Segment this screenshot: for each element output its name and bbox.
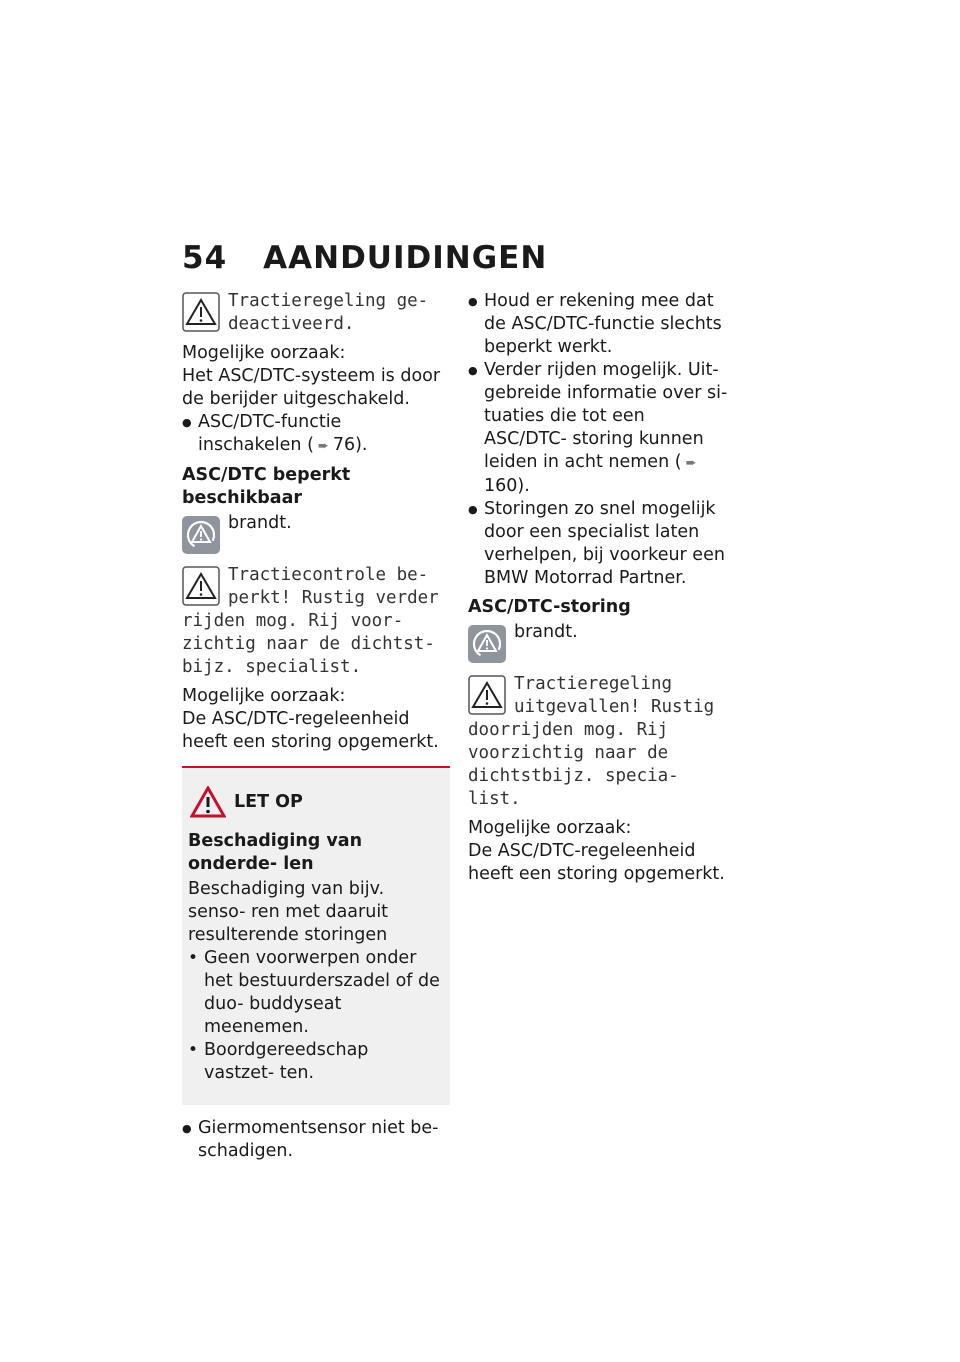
list-item: • Boordgereedschap vastzet- ten. — [188, 1039, 444, 1085]
page-reference-arrow-icon: ➨ — [317, 439, 329, 454]
bullet-text: Verder rijden mogelijk. Uit- gebreide informatie over si- tuaties die tot een ASC/DTC- storing kunnen leiden in acht nemen ( — [484, 360, 728, 472]
bullet-end: ). — [517, 476, 530, 496]
display-message-deactivated — [182, 290, 450, 336]
asc-lamp-row — [468, 621, 733, 665]
list-item: ● Houd er rekening mee dat de ASC/DTC-functie slechts beperkt werkt. — [468, 290, 733, 359]
caution-label: LET OP — [234, 792, 303, 812]
message-text: Tractieregeling ge- deactiveerd. — [228, 291, 429, 334]
warning-triangle-icon — [468, 675, 506, 715]
message-text: Tractieregeling uitgevallen! Rustig doorrijden mog. Rij voorzichtig naar de dichtstbijz. specia- list. — [468, 674, 715, 809]
cause-label: Mogelijke oorzaak: — [182, 686, 346, 706]
list-item — [468, 359, 733, 498]
section-heading: ASC/DTC-storing — [468, 597, 631, 617]
caution-triangle-icon — [190, 786, 226, 818]
page-reference[interactable]: 76 — [332, 435, 356, 455]
asc-lamp-row — [182, 512, 450, 556]
action-list — [182, 1117, 450, 1163]
list-item: ● Giermomentsensor niet be- schadigen. — [182, 1117, 450, 1163]
cause-text: Het ASC/DTC-systeem is door de berijder uitgeschakeld. — [182, 366, 441, 409]
cause-text: De ASC/DTC-regeleenheid heeft een storing opgemerkt. — [182, 709, 439, 752]
cause-label: Mogelijke oorzaak: — [182, 343, 346, 363]
lamp-status: brandt. — [514, 622, 578, 642]
asc-warning-lamp-icon — [468, 625, 506, 663]
warning-triangle-icon — [182, 292, 220, 332]
list-item: • Geen voorwerpen onder het bestuurderszadel of de duo- buddyseat meenemen. — [188, 947, 444, 1039]
left-column — [182, 290, 450, 1169]
section-heading: ASC/DTC beperkt beschikbaar — [182, 465, 351, 508]
cause-text: De ASC/DTC-regeleenheid heeft een storing opgemerkt. — [468, 841, 725, 884]
message-text: Tractiecontrole be- perkt! Rustig verder rijden mog. Rij voor- zichtig naar de dichtst- bijz. specialist. — [182, 565, 439, 677]
page-reference-arrow-icon: ➨ — [685, 456, 697, 471]
bullet-end: ). — [355, 435, 368, 455]
caution-text: Beschadiging van bijv. senso- ren met daaruit resulterende storingen — [188, 879, 389, 945]
caution-list — [188, 947, 444, 1085]
caution-box — [182, 766, 450, 1105]
asc-warning-lamp-icon — [182, 516, 220, 554]
display-message-limited — [182, 564, 450, 679]
action-list — [182, 411, 450, 458]
page-number: 54 — [182, 240, 228, 276]
page-header — [182, 240, 547, 276]
warning-triangle-icon — [182, 566, 220, 606]
display-message-failed — [468, 673, 733, 811]
caution-title — [188, 786, 444, 818]
bullet-text: ASC/DTC-functie inschakelen ( — [198, 412, 342, 455]
list-item: ● Storingen zo snel mogelijk door een specialist laten verhelpen, bij voorkeur een BMW Motorrad Partner. — [468, 498, 733, 590]
list-item — [182, 411, 450, 458]
action-list — [468, 290, 733, 590]
cause-label: Mogelijke oorzaak: — [468, 818, 632, 838]
caution-heading: Beschadiging van onderde- len — [188, 831, 363, 874]
page-reference[interactable]: 160 — [484, 476, 518, 496]
lamp-status: brandt. — [228, 513, 292, 533]
right-column — [468, 290, 733, 886]
page-title: AANDUIDINGEN — [263, 240, 548, 276]
